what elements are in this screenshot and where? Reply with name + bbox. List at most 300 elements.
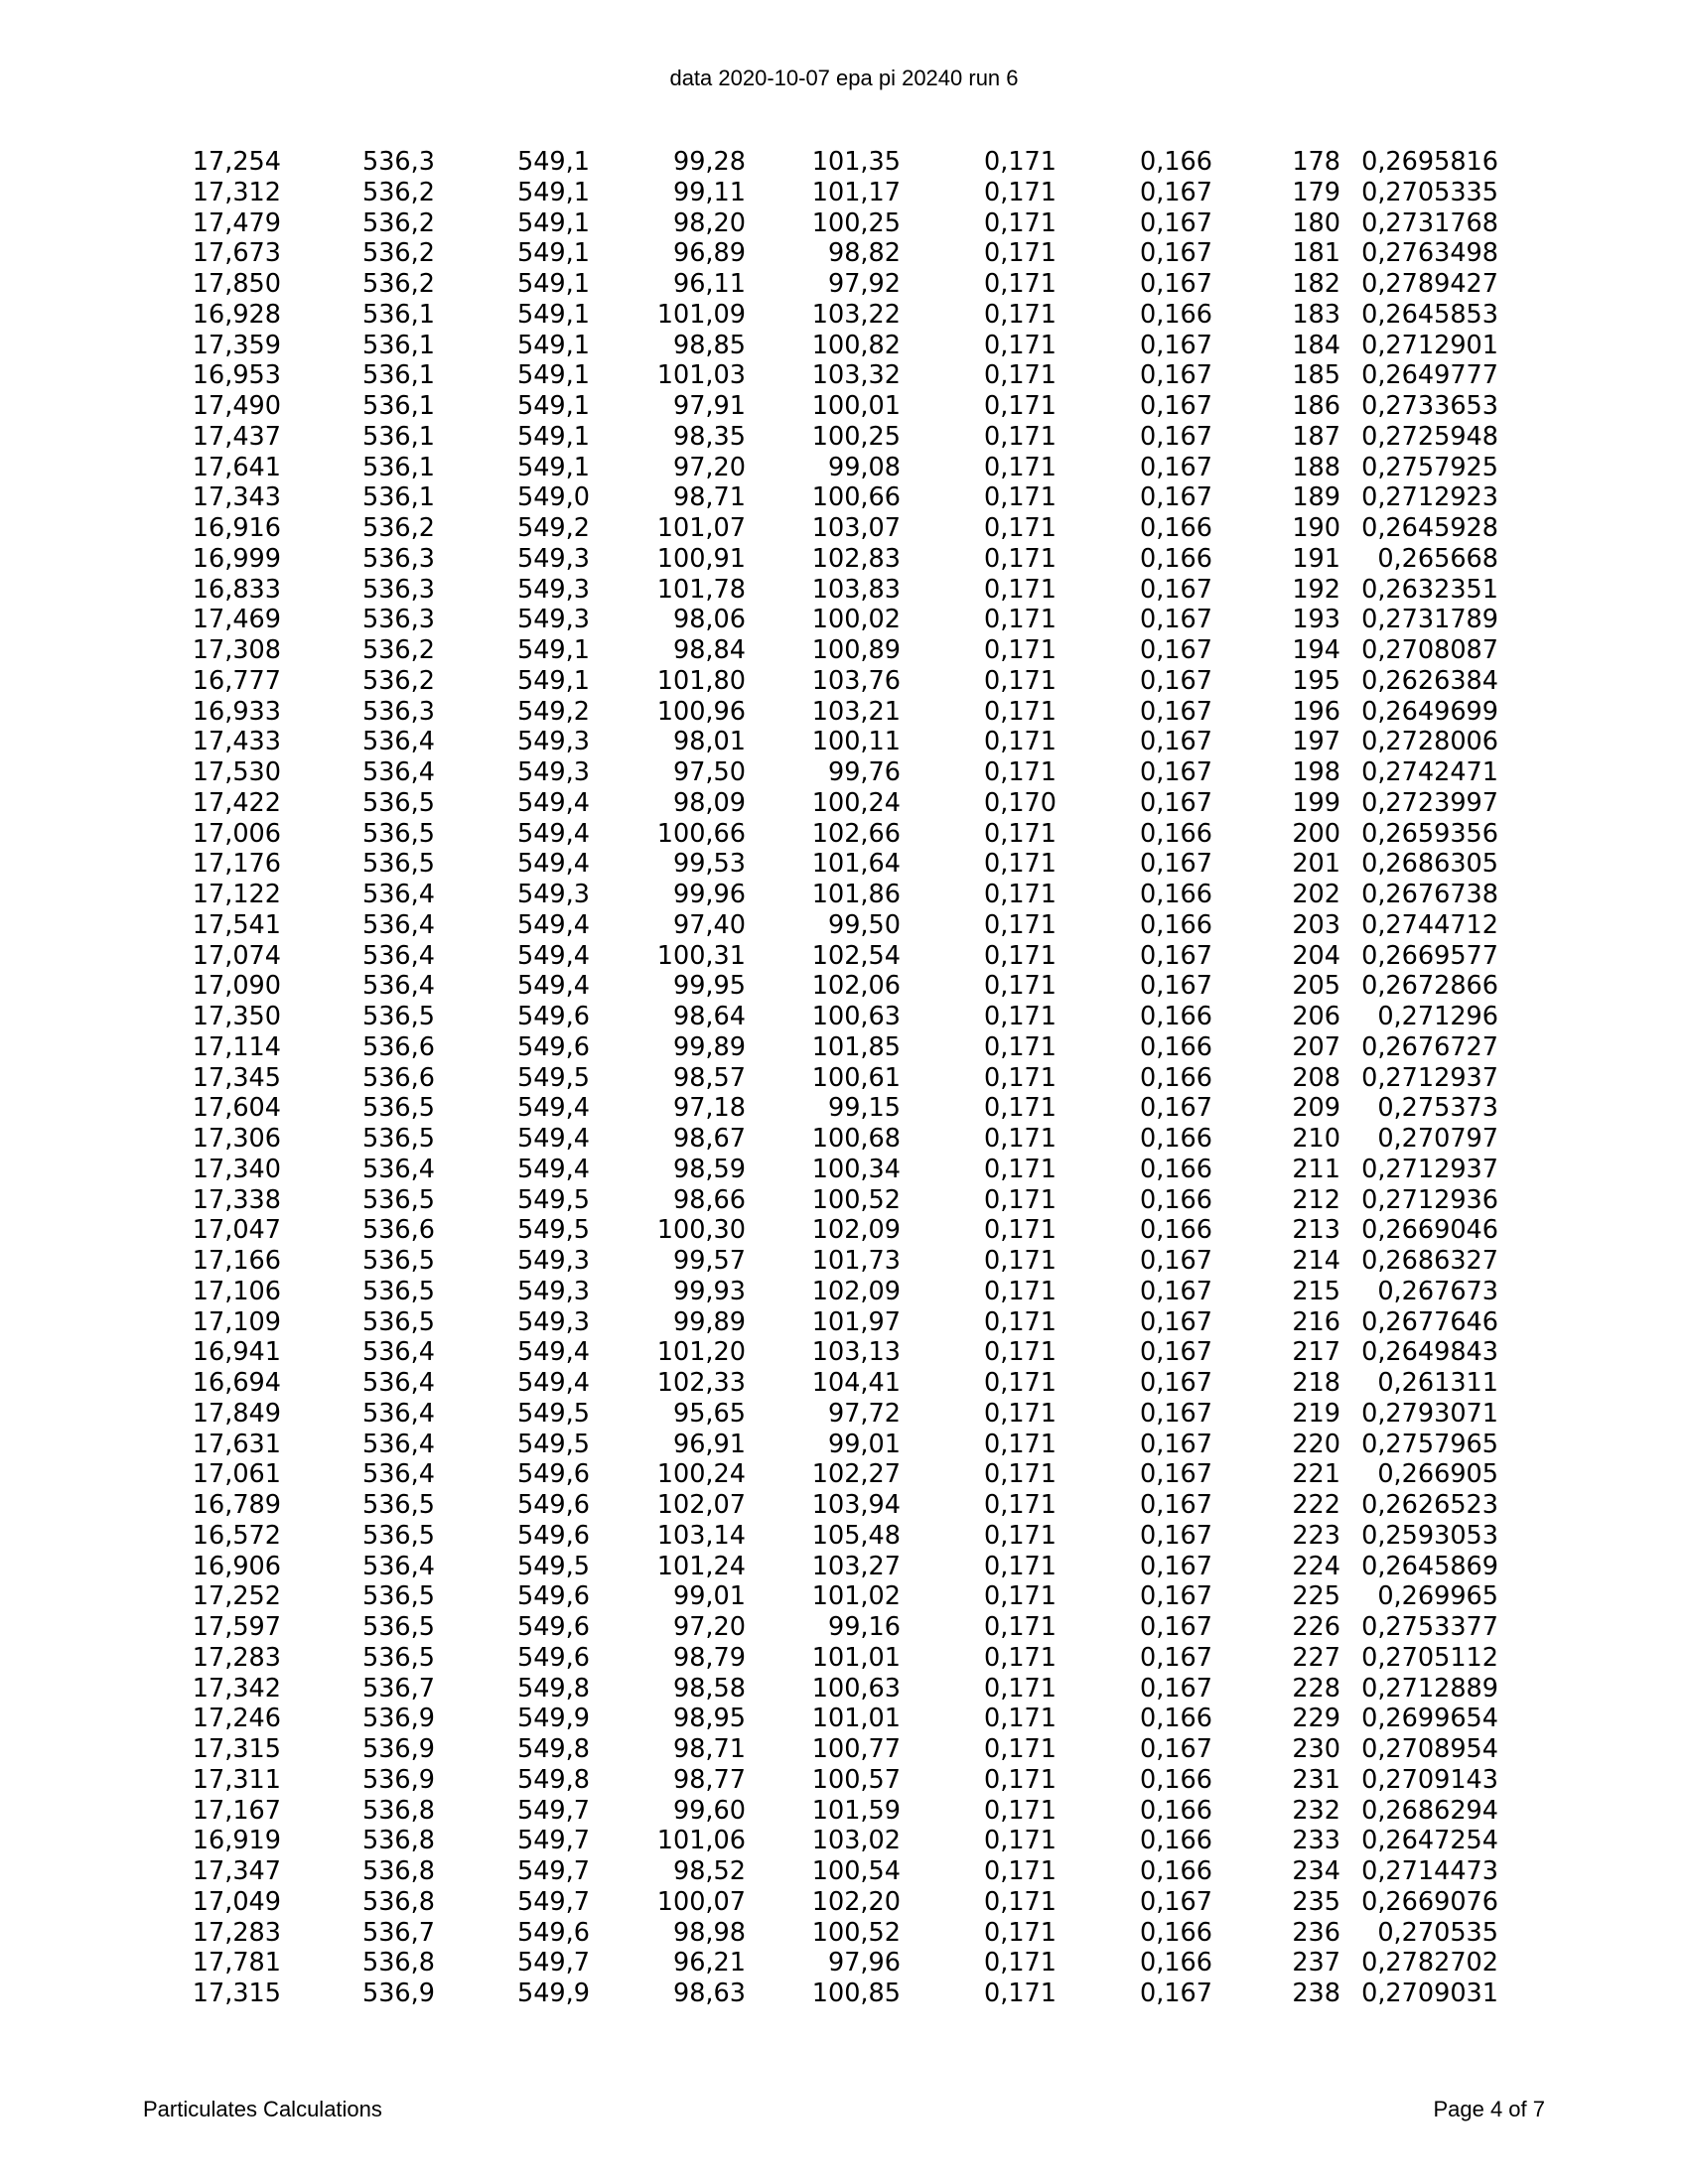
table-row [0,1246,1688,1277]
table-cell: 17,176 [192,849,281,880]
table-row [0,1765,1688,1796]
table-cell: 0,171 [983,1093,1056,1124]
table-cell: 101,78 [656,574,746,605]
table-cell: 0,2669076 [1361,1886,1498,1917]
table-cell: 206 [1292,1002,1340,1031]
table-cell: 536,5 [361,1124,435,1154]
table-cell: 193 [1292,605,1340,635]
table-cell: 536,5 [361,1520,435,1551]
table-cell: 100,25 [811,421,901,452]
table-cell: 0,171 [983,1734,1056,1764]
table-row [0,1734,1688,1765]
table-cell: 536,4 [361,1429,435,1459]
table-cell: 536,9 [361,1704,435,1734]
table-cell: 0,171 [983,727,1056,757]
table-cell: 0,171 [983,696,1056,727]
table-cell: 98,01 [672,727,746,757]
table-cell: 0,2709143 [1361,1764,1498,1795]
table-cell: 99,53 [672,849,746,880]
table-cell: 0,171 [983,147,1056,177]
table-cell: 235 [1292,1886,1340,1917]
table-cell: 234 [1292,1856,1340,1886]
table-cell: 103,94 [811,1490,901,1520]
table-cell: 549,3 [516,880,590,909]
table-cell: 536,5 [361,1093,435,1124]
table-cell: 549,1 [516,421,590,452]
table-cell: 0,167 [1139,1734,1212,1764]
table-cell: 0,171 [983,1368,1056,1398]
table-cell: 549,3 [516,574,590,605]
table-cell: 224 [1292,1551,1340,1581]
table-cell: 0,171 [983,1917,1056,1948]
table-cell: 0,167 [1139,421,1212,452]
table-cell: 549,1 [516,635,590,665]
table-cell: 100,68 [811,1124,901,1154]
table-cell: 17,252 [192,1581,281,1612]
table-cell: 0,171 [983,971,1056,1002]
table-cell: 16,694 [192,1368,281,1398]
table-cell: 0,265668 [1377,543,1498,574]
table-cell: 100,63 [811,1673,901,1704]
table-cell: 0,2686305 [1361,849,1498,880]
table-cell: 0,166 [1139,543,1212,574]
table-cell: 0,166 [1139,513,1212,543]
table-cell: 0,170 [983,787,1056,818]
table-cell: 0,171 [983,543,1056,574]
table-cell: 0,167 [1139,238,1212,269]
table-cell: 0,167 [1139,1093,1212,1124]
table-cell: 0,2731768 [1361,207,1498,238]
table-cell: 97,20 [672,452,746,482]
table-cell: 17,109 [192,1306,281,1337]
table-cell: 0,171 [983,880,1056,909]
table-cell: 98,95 [672,1704,746,1734]
table-row [0,697,1688,728]
table-cell: 536,4 [361,909,435,940]
table-cell: 0,2669046 [1361,1215,1498,1246]
table-cell: 197 [1292,727,1340,757]
table-cell: 98,71 [672,482,746,513]
table-cell: 101,86 [811,880,901,909]
table-cell: 218 [1292,1368,1340,1398]
table-cell: 549,3 [516,1246,590,1276]
table-cell: 536,5 [361,1642,435,1673]
table-cell: 226 [1292,1612,1340,1642]
table-cell: 186 [1292,391,1340,421]
table-cell: 0,166 [1139,1856,1212,1886]
table-cell: 536,6 [361,1062,435,1093]
table-cell: 0,171 [983,1886,1056,1917]
table-cell: 0,167 [1139,665,1212,696]
table-cell: 536,5 [361,1490,435,1520]
table-cell: 536,2 [361,665,435,696]
table-cell: 17,343 [192,482,281,513]
table-cell: 0,171 [983,1673,1056,1704]
table-cell: 103,83 [811,574,901,605]
table-cell: 16,999 [192,543,281,574]
table-cell: 200 [1292,818,1340,849]
table-cell: 549,3 [516,1276,590,1306]
table-cell: 536,1 [361,299,435,330]
table-cell: 536,3 [361,543,435,574]
table-cell: 0,2731789 [1361,605,1498,635]
table-cell: 0,171 [983,177,1056,207]
table-cell: 100,34 [811,1154,901,1184]
table-cell: 97,72 [827,1398,901,1429]
table-cell: 549,3 [516,1306,590,1337]
table-cell: 0,171 [983,1612,1056,1642]
table-cell: 103,22 [811,299,901,330]
table-cell: 0,167 [1139,574,1212,605]
table-cell: 99,89 [672,1031,746,1062]
table-cell: 549,1 [516,269,590,299]
table-cell: 0,167 [1139,1246,1212,1276]
table-cell: 0,171 [983,1704,1056,1734]
table-cell: 17,604 [192,1093,281,1124]
table-cell: 0,167 [1139,1642,1212,1673]
table-cell: 225 [1292,1581,1340,1612]
table-cell: 99,93 [672,1276,746,1306]
table-cell: 536,5 [361,1002,435,1031]
table-cell: 100,11 [811,727,901,757]
table-cell: 0,171 [983,1979,1056,2008]
table-cell: 0,171 [983,1948,1056,1979]
table-cell: 100,24 [811,787,901,818]
table-cell: 536,1 [361,360,435,391]
table-cell: 101,24 [656,1551,746,1581]
table-cell: 0,167 [1139,1886,1212,1917]
table-cell: 100,01 [811,391,901,421]
table-cell: 536,4 [361,1337,435,1368]
table-row [0,1948,1688,1979]
table-cell: 98,66 [672,1184,746,1215]
table-cell: 0,171 [983,1581,1056,1612]
table-cell: 0,171 [983,482,1056,513]
table-cell: 536,2 [361,238,435,269]
table-cell: 17,849 [192,1398,281,1429]
table-cell: 549,4 [516,1154,590,1184]
table-row [0,635,1688,666]
table-cell: 0,167 [1139,605,1212,635]
table-cell: 99,76 [827,757,901,787]
table-cell: 98,67 [672,1124,746,1154]
table-cell: 0,171 [983,1306,1056,1337]
table-row [0,178,1688,208]
table-cell: 97,96 [827,1948,901,1979]
table-cell: 0,2753377 [1361,1612,1498,1642]
table-cell: 97,18 [672,1093,746,1124]
table-cell: 179 [1292,177,1340,207]
table-cell: 17,114 [192,1031,281,1062]
table-cell: 101,85 [811,1031,901,1062]
table-cell: 536,4 [361,971,435,1002]
table-cell: 100,91 [656,543,746,574]
table-cell: 100,57 [811,1764,901,1795]
table-cell: 183 [1292,299,1340,330]
table-cell: 98,64 [672,1002,746,1031]
table-cell: 100,96 [656,696,746,727]
table-cell: 549,3 [516,543,590,574]
table-cell: 549,4 [516,787,590,818]
table-row [0,1002,1688,1032]
table-cell: 17,122 [192,880,281,909]
table-cell: 0,167 [1139,1581,1212,1612]
table-cell: 0,166 [1139,1002,1212,1031]
table-cell: 0,2733653 [1361,391,1498,421]
table-cell: 0,2757965 [1361,1429,1498,1459]
table-cell: 17,641 [192,452,281,482]
table-row [0,880,1688,910]
table-row [0,513,1688,544]
page-header-title: data 2020-10-07 epa pi 20240 run 6 [669,66,1019,90]
table-cell: 16,953 [192,360,281,391]
table-cell: 0,2714473 [1361,1856,1498,1886]
table-cell: 99,11 [672,177,746,207]
table-cell: 17,469 [192,605,281,635]
table-cell: 97,20 [672,1612,746,1642]
table-cell: 100,66 [656,818,746,849]
table-cell: 0,171 [983,1184,1056,1215]
table-cell: 0,167 [1139,1368,1212,1398]
table-cell: 549,4 [516,1124,590,1154]
table-cell: 96,89 [672,238,746,269]
table-row [0,1430,1688,1460]
table-row [0,1307,1688,1338]
table-cell: 17,306 [192,1124,281,1154]
table-cell: 204 [1292,940,1340,971]
table-cell: 536,6 [361,1031,435,1062]
table-cell: 0,167 [1139,696,1212,727]
table-cell: 0,270797 [1377,1124,1498,1154]
table-cell: 0,166 [1139,1948,1212,1979]
table-cell: 237 [1292,1948,1340,1979]
table-cell: 0,167 [1139,207,1212,238]
table-cell: 99,57 [672,1246,746,1276]
table-cell: 217 [1292,1337,1340,1368]
table-cell: 100,54 [811,1856,901,1886]
table-cell: 549,6 [516,1031,590,1062]
table-cell: 549,1 [516,665,590,696]
table-cell: 100,63 [811,1002,901,1031]
table-cell: 549,1 [516,330,590,360]
table-cell: 0,167 [1139,971,1212,1002]
table-cell: 213 [1292,1215,1340,1246]
table-cell: 0,171 [983,299,1056,330]
table-cell: 549,6 [516,1520,590,1551]
table-cell: 0,167 [1139,1612,1212,1642]
table-cell: 98,85 [672,330,746,360]
table-cell: 98,82 [827,238,901,269]
table-cell: 549,4 [516,818,590,849]
table-cell: 0,171 [983,1002,1056,1031]
table-cell: 0,171 [983,269,1056,299]
table-cell: 536,1 [361,421,435,452]
table-cell: 549,1 [516,391,590,421]
table-cell: 0,171 [983,391,1056,421]
table-row [0,147,1688,178]
table-row [0,941,1688,972]
table-cell: 0,2626384 [1361,665,1498,696]
table-cell: 203 [1292,909,1340,940]
table-row [0,208,1688,239]
table-cell: 0,171 [983,1429,1056,1459]
table-cell: 0,171 [983,1551,1056,1581]
table-cell: 536,1 [361,452,435,482]
table-cell: 536,7 [361,1917,435,1948]
table-cell: 0,2709031 [1361,1979,1498,2008]
table-cell: 230 [1292,1734,1340,1764]
table-cell: 16,916 [192,513,281,543]
table-cell: 0,166 [1139,1917,1212,1948]
table-cell: 536,2 [361,635,435,665]
table-cell: 16,572 [192,1520,281,1551]
table-cell: 0,171 [983,238,1056,269]
table-cell: 100,85 [811,1979,901,2008]
table-cell: 98,09 [672,787,746,818]
table-cell: 181 [1292,238,1340,269]
table-cell: 17,781 [192,1948,281,1979]
table-cell: 549,7 [516,1826,590,1856]
table-cell: 549,6 [516,1581,590,1612]
table-cell: 536,8 [361,1856,435,1886]
table-cell: 101,17 [811,177,901,207]
table-cell: 16,906 [192,1551,281,1581]
table-cell: 536,4 [361,940,435,971]
table-cell: 97,91 [672,391,746,421]
table-row [0,1368,1688,1399]
table-row [0,1093,1688,1124]
table-cell: 17,631 [192,1429,281,1459]
table-cell: 536,5 [361,1306,435,1337]
table-cell: 192 [1292,574,1340,605]
table-cell: 0,2728006 [1361,727,1498,757]
table-cell: 227 [1292,1642,1340,1673]
table-row [0,331,1688,361]
table-cell: 182 [1292,269,1340,299]
table-cell: 17,106 [192,1276,281,1306]
table-cell: 101,02 [811,1581,901,1612]
table-cell: 194 [1292,635,1340,665]
table-cell: 0,167 [1139,1673,1212,1704]
table-row [0,453,1688,483]
table-row [0,269,1688,300]
table-cell: 0,166 [1139,1124,1212,1154]
table-cell: 536,5 [361,1246,435,1276]
table-cell: 0,167 [1139,391,1212,421]
table-cell: 189 [1292,482,1340,513]
table-cell: 0,167 [1139,849,1212,880]
table-cell: 536,4 [361,1154,435,1184]
table-cell: 102,09 [811,1276,901,1306]
table-cell: 0,171 [983,1459,1056,1490]
table-cell: 16,933 [192,696,281,727]
table-cell: 0,171 [983,909,1056,940]
table-cell: 0,171 [983,605,1056,635]
table-cell: 17,345 [192,1062,281,1093]
table-cell: 536,4 [361,1398,435,1429]
table-cell: 0,171 [983,421,1056,452]
table-cell: 0,2712923 [1361,482,1498,513]
table-cell: 215 [1292,1276,1340,1306]
table-cell: 0,167 [1139,1520,1212,1551]
table-cell: 0,2695816 [1361,147,1498,177]
table-cell: 101,01 [811,1704,901,1734]
table-cell: 103,07 [811,513,901,543]
table-cell: 0,2686327 [1361,1246,1498,1276]
table-cell: 98,20 [672,207,746,238]
table-cell: 549,4 [516,1093,590,1124]
table-cell: 98,35 [672,421,746,452]
table-cell: 100,66 [811,482,901,513]
table-row [0,1277,1688,1307]
table-row [0,757,1688,788]
table-cell: 0,2705112 [1361,1642,1498,1673]
table-row [0,727,1688,757]
table-cell: 97,40 [672,909,746,940]
table-cell: 100,24 [656,1459,746,1490]
table-row [0,422,1688,453]
table-cell: 0,171 [983,1642,1056,1673]
table-cell: 103,02 [811,1826,901,1856]
table-cell: 99,96 [672,880,746,909]
table-cell: 0,266905 [1377,1459,1498,1490]
table-cell: 536,5 [361,1581,435,1612]
table-cell: 100,77 [811,1734,901,1764]
table-row [0,971,1688,1002]
table-cell: 549,6 [516,1917,590,1948]
table-cell: 549,4 [516,1368,590,1398]
table-cell: 0,167 [1139,787,1212,818]
table-row [0,666,1688,697]
table-cell: 0,166 [1139,909,1212,940]
table-cell: 101,73 [811,1246,901,1276]
table-cell: 549,7 [516,1948,590,1979]
table-row [0,1979,1688,2009]
table-cell: 201 [1292,849,1340,880]
table-cell: 0,171 [983,1246,1056,1276]
table-cell: 16,777 [192,665,281,696]
table-cell: 17,433 [192,727,281,757]
table-row [0,575,1688,606]
table-cell: 549,5 [516,1398,590,1429]
table-cell: 549,6 [516,1490,590,1520]
table-row [0,1155,1688,1185]
table-cell: 536,5 [361,849,435,880]
table-cell: 17,350 [192,1002,281,1031]
table-cell: 0,171 [983,1398,1056,1429]
table-cell: 536,9 [361,1734,435,1764]
table-cell: 0,2793071 [1361,1398,1498,1429]
table-cell: 549,1 [516,360,590,391]
table-cell: 17,308 [192,635,281,665]
table-cell: 17,090 [192,971,281,1002]
table-cell: 210 [1292,1124,1340,1154]
table-cell: 0,2757925 [1361,452,1498,482]
table-row [0,482,1688,513]
table-row [0,1856,1688,1887]
table-row [0,1674,1688,1705]
table-cell: 0,171 [983,1490,1056,1520]
table-row [0,1521,1688,1552]
table-row [0,391,1688,422]
table-cell: 0,2626523 [1361,1490,1498,1520]
table-cell: 17,283 [192,1917,281,1948]
table-cell: 0,2645853 [1361,299,1498,330]
table-cell: 100,25 [811,207,901,238]
table-cell: 228 [1292,1673,1340,1704]
table-cell: 549,9 [516,1979,590,2008]
table-cell: 0,2742471 [1361,757,1498,787]
